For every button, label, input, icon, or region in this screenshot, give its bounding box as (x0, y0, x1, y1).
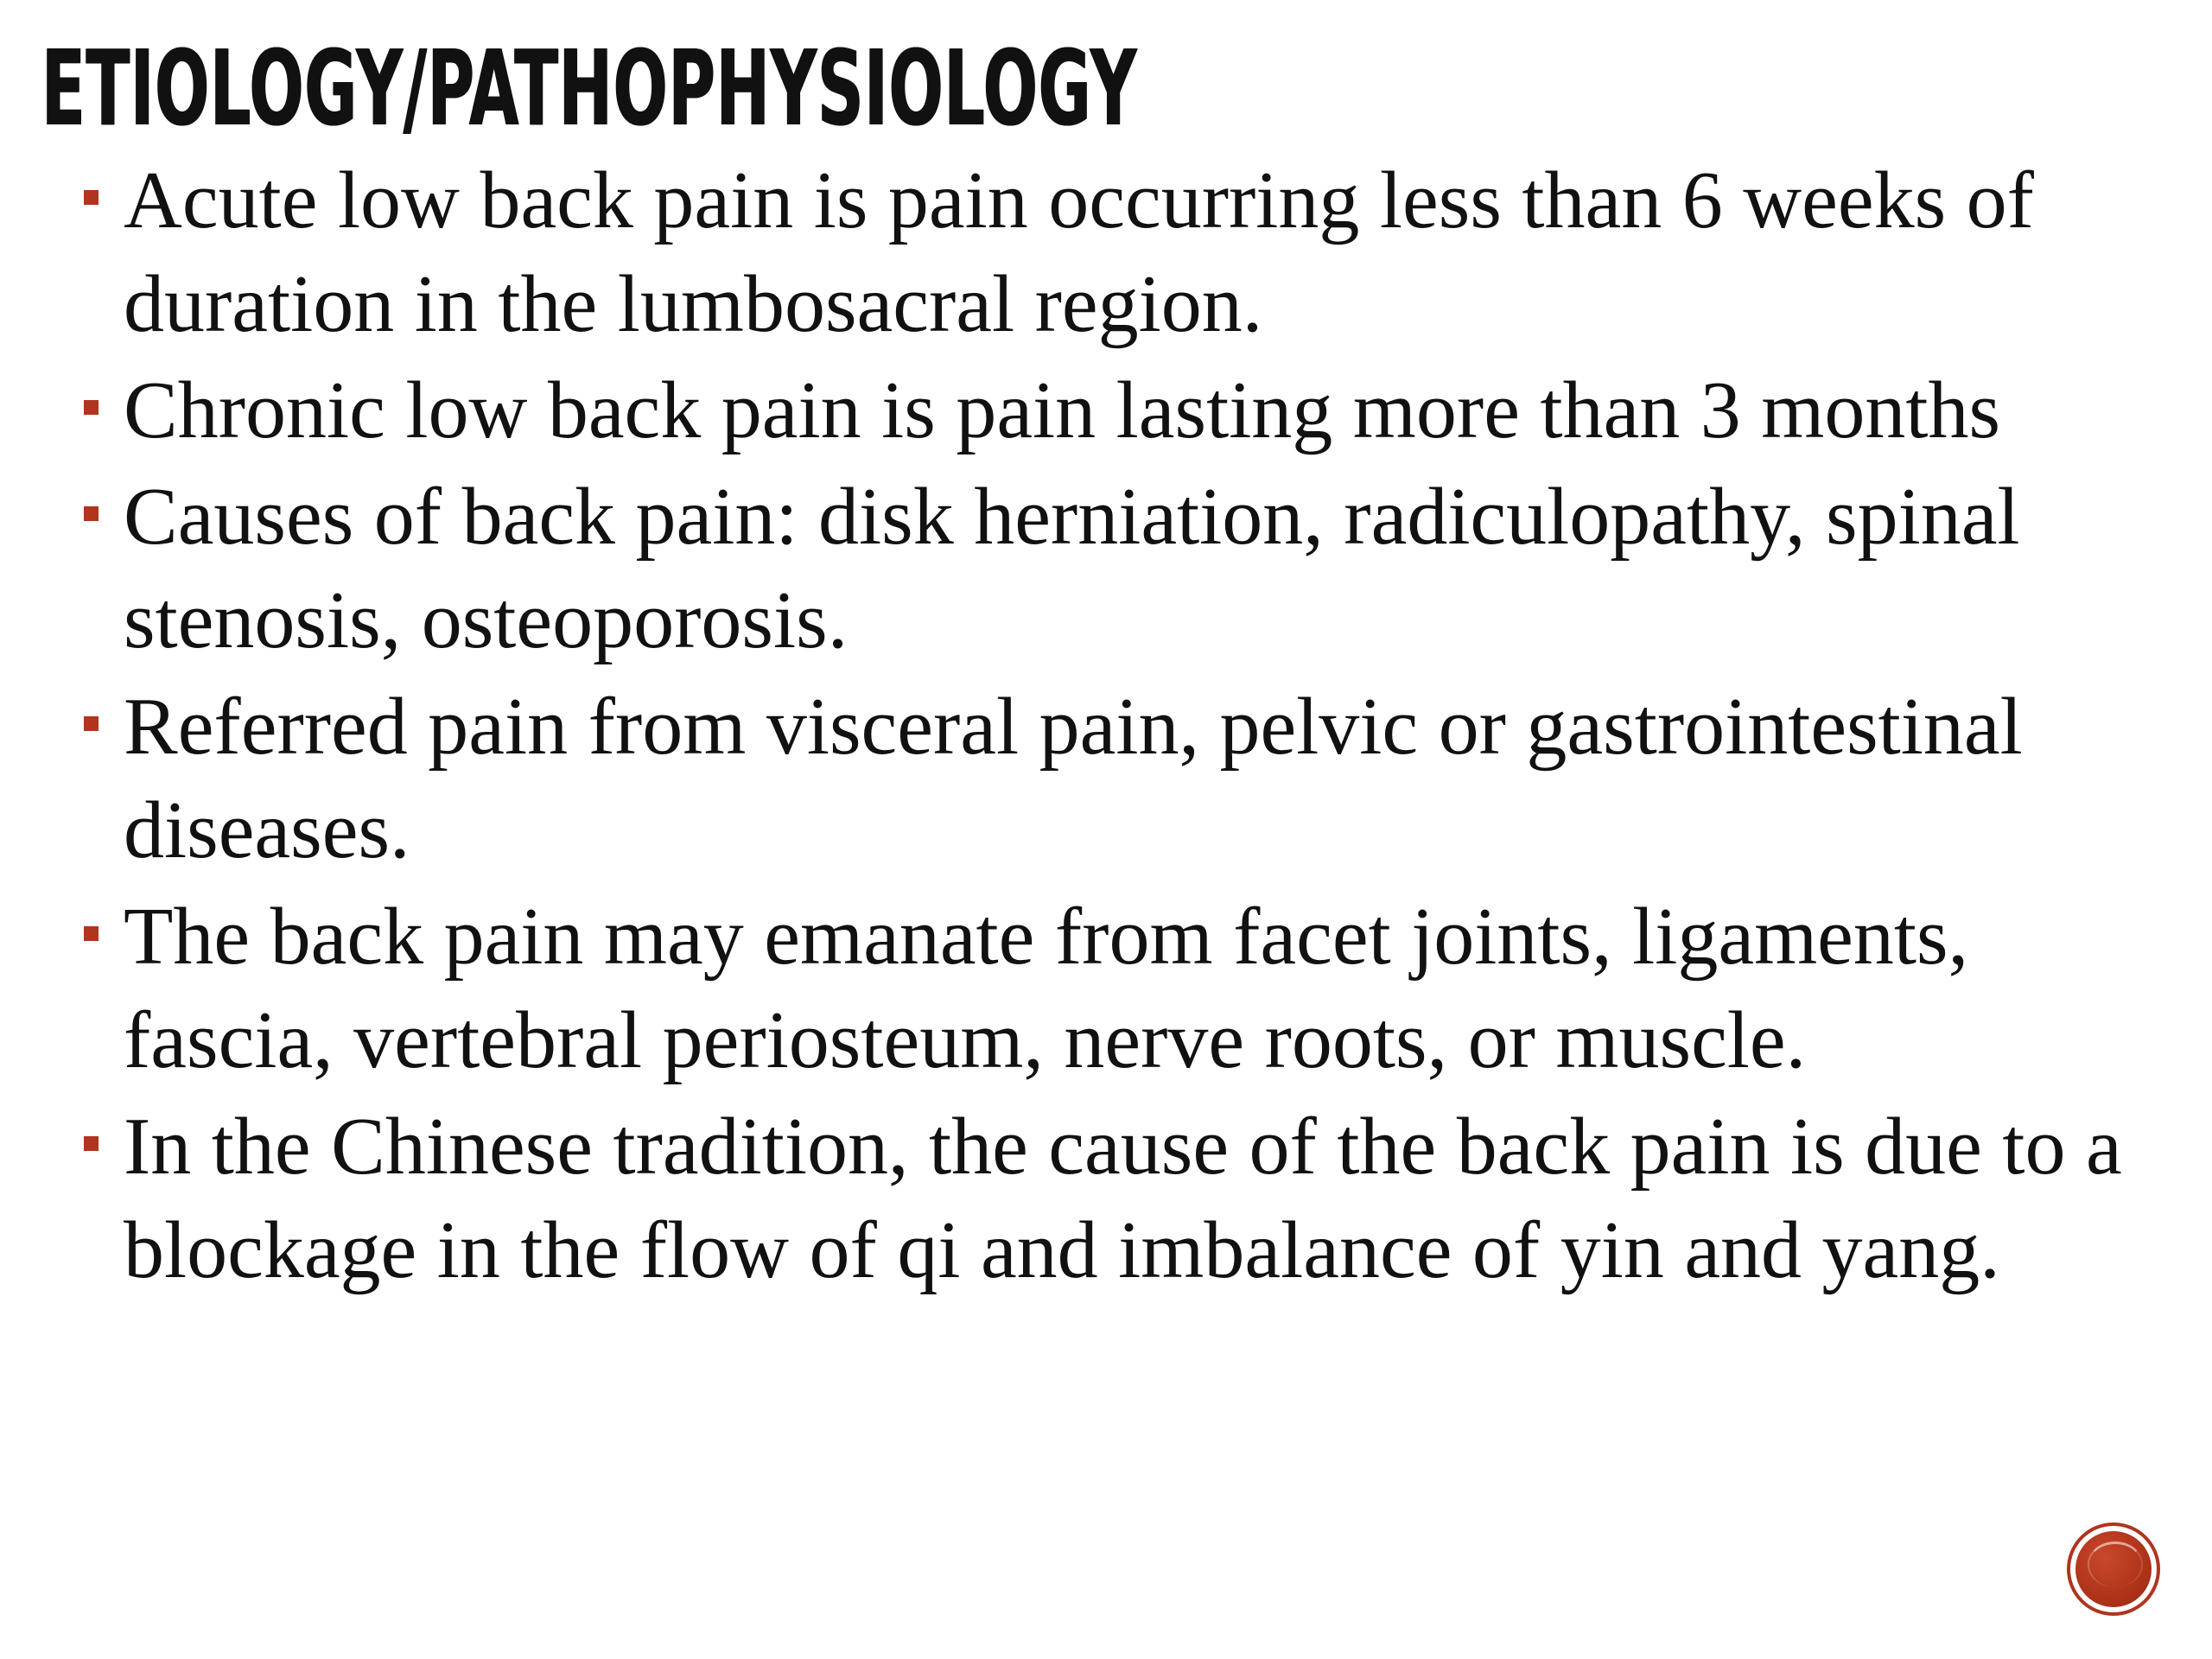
circle-button-gloss (2088, 1541, 2143, 1587)
list-item (82, 675, 2190, 882)
list-item (82, 465, 2190, 672)
bullet-text: The back pain may emanate from facet joints, ligaments, fascia, vertebral periosteum, nerve roots, or muscle. (124, 892, 1969, 1085)
square-bullet-icon (84, 190, 99, 205)
list-item (82, 885, 2190, 1092)
list-item (82, 149, 2190, 356)
list-item (82, 359, 2190, 462)
bullet-text: Referred pain from visceral pain, pelvic or gastrointestinal diseases. (124, 682, 2023, 875)
bullet-text: Acute low back pain is pain occurring less than 6 weeks of duration in the lumbosacral region. (124, 156, 2034, 349)
circle-button-icon[interactable] (2067, 1522, 2160, 1616)
square-bullet-icon (84, 716, 99, 731)
square-bullet-icon (84, 506, 99, 521)
circle-button-fill (2075, 1531, 2152, 1607)
bullet-text: Causes of back pain: disk herniation, radiculopathy, spinal stenosis, osteoporosis. (124, 472, 2020, 665)
list-item (82, 1095, 2190, 1302)
square-bullet-icon (84, 926, 99, 941)
square-bullet-icon (84, 400, 99, 415)
square-bullet-icon (84, 1136, 99, 1151)
slide-title: ETIOLOGY/PATHOPHYSIOLOGY (41, 29, 1138, 149)
bullet-text: In the Chinese tradition, the cause of the back pain is due to a blockage in the flow of qi and imbalance of yin and yang. (124, 1102, 2122, 1295)
bullet-list (82, 149, 2190, 1305)
bullet-text: Chronic low back pain is pain lasting more than 3 months (124, 365, 2001, 455)
